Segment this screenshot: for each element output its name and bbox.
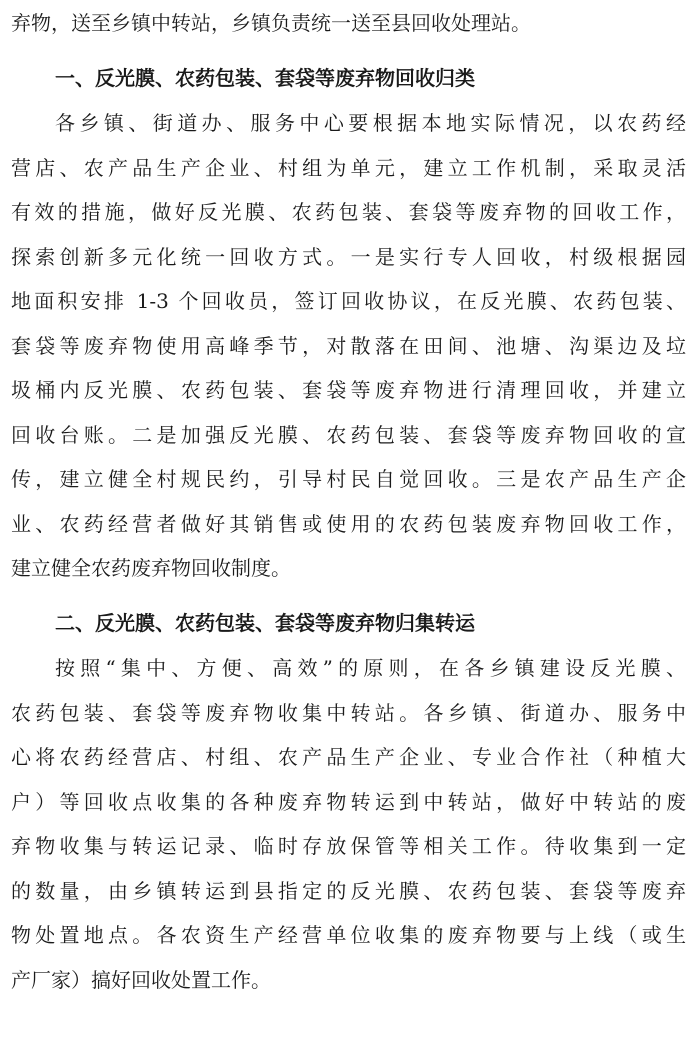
paragraph-line-end: 建立健全农药废弃物回收制度。 — [11, 556, 291, 580]
paragraph-line: 户）等回收点收集的各种废弃物转运到中转站，做好中转站的废 — [11, 790, 686, 814]
paragraph-line-end: 产厂家）搞好回收处置工作。 — [11, 968, 271, 992]
paragraph-line: 探索创新多元化统一回收方式。一是实行专人回收，村级根据园 — [11, 245, 686, 269]
paragraph-line: 物处置地点。各农资生产经营单位收集的废弃物要与上线（或生 — [11, 923, 686, 947]
paragraph-line: 按照“集中、方便、高效”的原则，在各乡镇建设反光膜、 — [55, 656, 686, 680]
paragraph-line: 圾桶内反光膜、农药包装、套袋等废弃物进行清理回收，并建立 — [11, 378, 686, 402]
paragraph-line: 传，建立健全村规民约，引导村民自觉回收。三是农产品生产企 — [11, 467, 686, 491]
paragraph-line: 各乡镇、街道办、服务中心要根据本地实际情况，以农药经 — [55, 111, 686, 135]
paragraph-line: 营店、农产品生产企业、村组为单元，建立工作机制，采取灵活 — [11, 156, 686, 180]
paragraph-line: 心将农药经营店、村组、农产品生产企业、专业合作社（种植大 — [11, 745, 686, 769]
paragraph-line: 农药包装、套袋等废弃物收集中转站。各乡镇、街道办、服务中 — [11, 701, 686, 725]
paragraph-line-continuation: 弃物，送至乡镇中转站，乡镇负责统一送至县回收处理站。 — [11, 11, 531, 35]
paragraph-line: 的数量，由乡镇转运到县指定的反光膜、农药包装、套袋等废弃 — [11, 879, 686, 903]
paragraph-line: 弃物收集与转运记录、临时存放保管等相关工作。待收集到一定 — [11, 834, 686, 858]
paragraph-line: 回收台账。二是加强反光膜、农药包装、套袋等废弃物回收的宣 — [11, 423, 686, 447]
section-heading-2: 二、反光膜、农药包装、套袋等废弃物归集转运 — [55, 611, 475, 635]
paragraph-line: 业、农药经营者做好其销售或使用的农药包装废弃物回收工作， — [11, 512, 686, 536]
paragraph-line: 套袋等废弃物使用高峰季节，对散落在田间、池塘、沟渠边及垃 — [11, 334, 686, 358]
paragraph-line: 有效的措施，做好反光膜、农药包装、套袋等废弃物的回收工作， — [11, 200, 686, 224]
section-heading-1: 一、反光膜、农药包装、套袋等废弃物回收归类 — [55, 66, 475, 90]
paragraph-line: 地面积安排 1-3 个回收员，签订回收协议，在反光膜、农药包装、 — [11, 289, 686, 313]
